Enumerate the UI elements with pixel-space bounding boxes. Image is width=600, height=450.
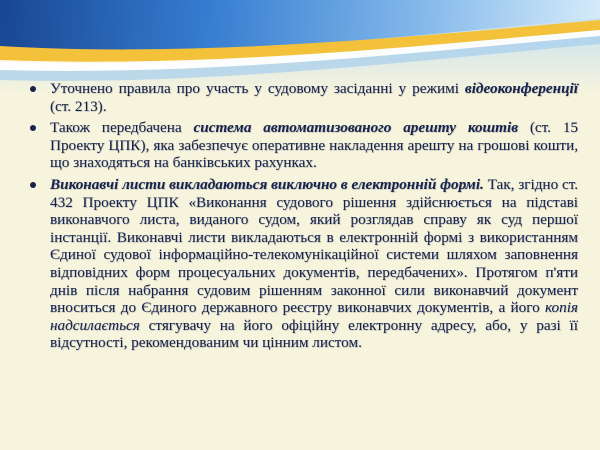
bullet-dot-icon <box>30 182 36 188</box>
bullet-list <box>26 80 578 352</box>
bullet-item <box>26 119 578 172</box>
bullet-item <box>26 176 578 352</box>
bullet-text-segment: стягувачу на його офіційну електронну адресу, або, у разі її відсутності, рекомендованим чи цінним листом. <box>50 316 578 352</box>
bullet-text-segment: Так, згідно ст. 432 Проекту ЦПК «Виконання судового рішення здійснюється на підставі виконавчого листа, виданого судом, який розглядав справу як суд першої інстанції. Виконавчі листи викладаються в електронній формі з використанням Єдиної судової інформаційно-телекомунікаційної системи шляхом заповнення відповідних форм процесуальних документів, передбачених». Протягом п'яти днів після набрання судовим рішенням законної сили виконавчий документ вноситься до Єдиного державного реєстру виконавчих документів, а його <box>50 175 578 317</box>
bullet-text-segment: Уточнено правила про участь у судовому засіданні у режимі <box>50 80 465 97</box>
bullet-text-segment: (ст. 15 Проекту ЦПК), яка забезпечує оперативне накладення арешту на грошові кошти, що знаходяться на банківських рахунках. <box>50 119 579 172</box>
bullet-text-segment: (ст. 213). <box>50 97 107 115</box>
bullet-text-segment: Виконавчі листи викладаються виключно в електронній формі. <box>50 175 484 193</box>
bullet-item <box>26 80 578 115</box>
slide-content <box>26 80 578 356</box>
bullet-text-segment: копія надсилається <box>50 299 578 334</box>
bullet-text-segment: відеоконференції <box>464 80 578 97</box>
bullet-dot-icon <box>30 125 36 131</box>
bullet-text-segment: система автоматизованого арешту коштів <box>193 119 519 137</box>
bullet-text-segment: Також передбачена <box>50 119 194 137</box>
bullet-dot-icon <box>30 86 36 92</box>
